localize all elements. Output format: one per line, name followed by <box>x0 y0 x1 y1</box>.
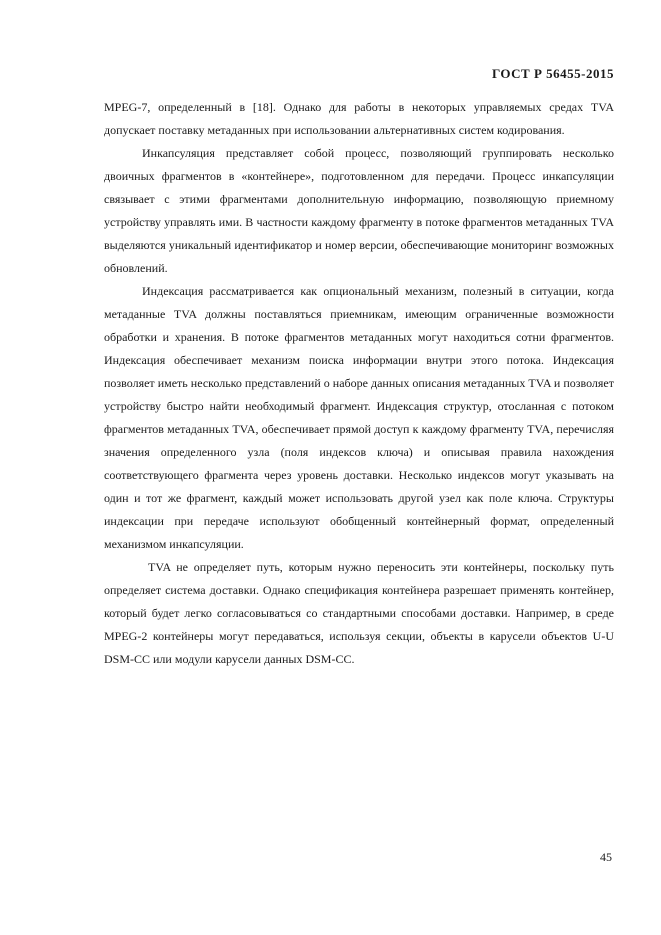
paragraph-indexing: Индексация рассматривается как опциональный механизм, полезный в ситуации, когда метаданные TVA должны поставляться приемникам, имеющим ограниченные возможности обработки и хранения. В потоке фрагментов метаданных могут находиться сотни фрагментов. Индексация обеспечивает механизм поиска информации внутри этого потока. Индексация позволяет иметь несколько представлений о наборе данных описания метаданных TVA и позволяет устройству быстро найти необходимый фрагмент. Индексация структур, отосланная с потоком фрагментов метаданных TVA, обеспечивает прямой доступ к каждому фрагменту TVA, перечисляя значения определенного узла (поля индексов ключа) и описывая правила нахождения соответствующего фрагмента через уровень доставки. Несколько индексов могут указывать на один и тот же фрагмент, каждый может использовать другой узел как поле ключа. Структуры индексации при передаче используют обобщенный контейнерный формат, определенный механизмом инкапсуляции. <box>104 284 614 551</box>
paragraph-delivery: TVA не определяет путь, которым нужно переносить эти контейнеры, поскольку путь определяет система доставки. Однако спецификация контейнера разрешает применять контейнер, который будет легко согласовываться со стандартными способами доставки. Например, в среде MPEG-2 контейнеры могут передаваться, используя секции, объекты в карусели объектов U-U DSM-CC или модули карусели данных DSM-CC. <box>104 560 614 666</box>
document-id-header: ГОСТ Р 56455-2015 <box>491 66 614 81</box>
paragraph-continuation: MPEG-7, определенный в [18]. Однако для работы в некоторых управляемых средах TVA допускает поставку метаданных при использовании альтернативных систем кодирования. <box>104 100 614 137</box>
paragraph-encapsulation: Инкапсуляция представляет собой процесс, позволяющий группировать несколько двоичных фрагментов в «контейнере», подготовленном для передачи. Процесс инкапсуляции связывает с этими фрагментами дополнительную информацию, позволяющую приемному устройству управлять ими. В частности каждому фрагменту в потоке фрагментов метаданных TVA выделяются уникальный идентификатор и номер версии, обеспечивающие мониторинг возможных обновлений. <box>104 146 614 275</box>
page-number: 45 <box>600 850 612 864</box>
body-text <box>104 96 614 671</box>
